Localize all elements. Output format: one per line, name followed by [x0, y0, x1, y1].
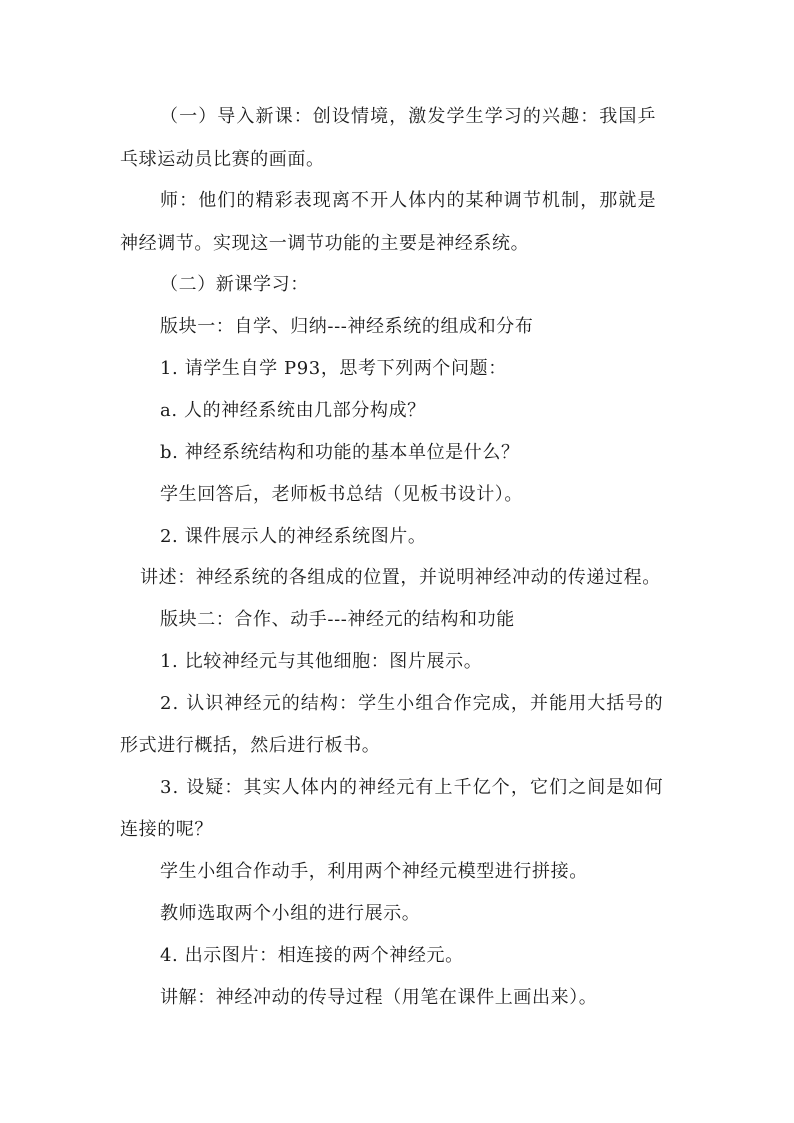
- paragraph-intro-line-1: （一）导入新课：创设情境，激发学生学习的兴趣：我国乒: [160, 106, 657, 127]
- section-heading-new-lesson: （二）新课学习：: [160, 274, 309, 295]
- item-3-question-line-1: 3. 设疑：其实人体内的神经元有上千亿个，它们之间是如何: [160, 777, 664, 798]
- module-one-heading: 版块一：自学、归纳---神经系统的组成和分布: [160, 316, 534, 337]
- item-4-show-picture: 4. 出示图片：相连接的两个神经元。: [160, 945, 464, 966]
- paragraph-explain-conduction: 讲解：神经冲动的传导过程（用笔在课件上画出来）。: [160, 987, 598, 1008]
- item-3-question-line-2: 连接的呢？: [120, 819, 213, 840]
- paragraph-group-activity: 学生小组合作动手，利用两个神经元模型进行拼接。: [160, 861, 588, 882]
- item-2-structure-line-1: 2. 认识神经元的结构：学生小组合作完成，并能用大括号的: [160, 693, 664, 714]
- paragraph-student-answer: 学生回答后，老师板书总结（见板书设计）。: [160, 484, 523, 505]
- paragraph-explanation: 讲述：神经系统的各组成的位置，并说明神经冲动的传递过程。: [140, 567, 661, 588]
- item-2-courseware: 2. 课件展示人的神经系统图片。: [160, 526, 427, 547]
- question-b: b. 神经系统结构和功能的基本单位是什么？: [160, 442, 520, 463]
- paragraph-teacher-line-1: 师：他们的精彩表现离不开人体内的某种调节机制，那就是: [160, 190, 657, 211]
- item-1-compare: 1. 比较神经元与其他细胞：图片展示。: [160, 651, 483, 672]
- item-1-self-study: 1. 请学生自学 P93，思考下列两个问题：: [160, 358, 507, 379]
- paragraph-teacher-line-2: 神经调节。实现这一调节功能的主要是神经系统。: [120, 233, 530, 254]
- paragraph-intro-line-2: 乓球运动员比赛的画面。: [120, 149, 325, 170]
- question-a: a. 人的神经系统由几部分构成？: [160, 400, 426, 421]
- paragraph-teacher-select: 教师选取两个小组的进行展示。: [160, 903, 421, 924]
- item-2-structure-line-2: 形式进行概括，然后进行板书。: [120, 735, 381, 756]
- module-two-heading: 版块二：合作、动手---神经元的结构和功能: [160, 609, 515, 630]
